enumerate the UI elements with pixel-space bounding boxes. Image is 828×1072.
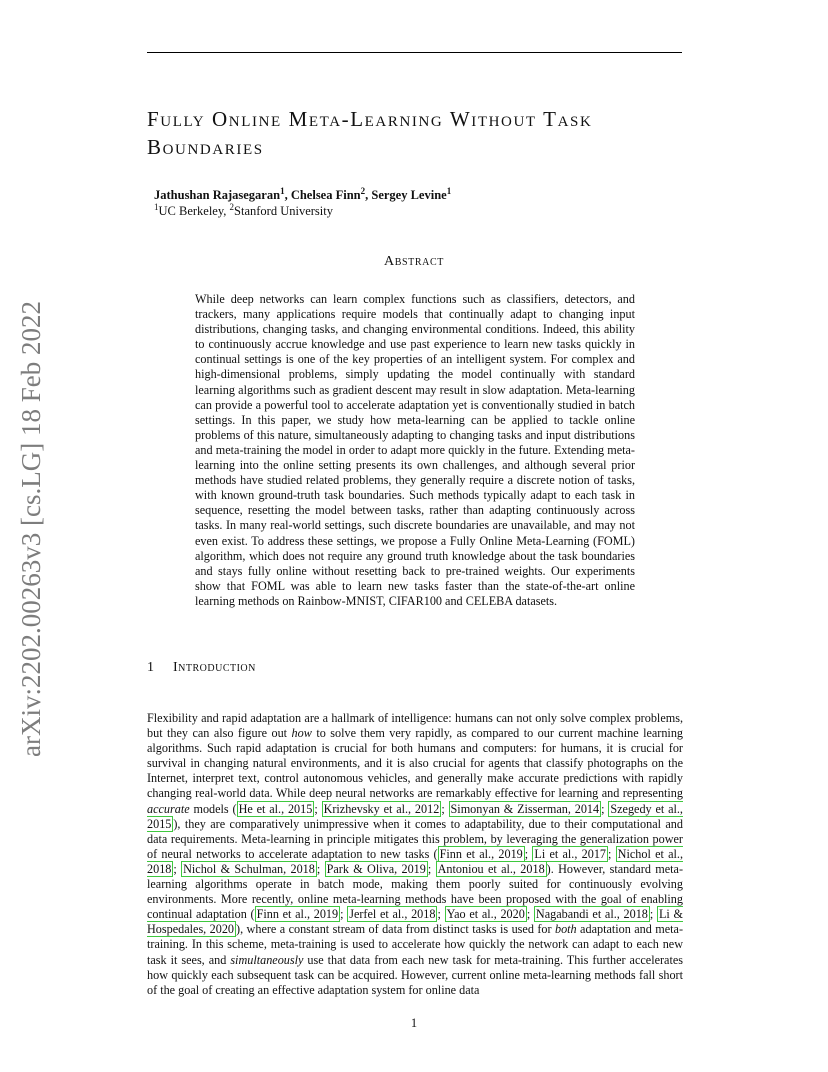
emphasis: simultaneously — [230, 952, 304, 967]
body-text: ), they are comparatively unimpressive when it comes to adaptability, due to their computational and data requirements. Meta-learning in principle mitigates this problem, by leveraging the generalization power of neural networks to accelerate adaptation to new tasks ( — [147, 816, 683, 861]
body-text: ; — [437, 907, 445, 922]
author-name: Sergey Levine$^1$ — [371, 186, 452, 203]
body-text: ; — [649, 907, 657, 922]
section-number: 1 — [147, 660, 155, 675]
citation-link[interactable]: Finn et al., 2019 — [439, 846, 523, 861]
author-affiliation-mark: 2 — [360, 186, 366, 196]
author-affiliation-mark: 1 — [446, 186, 452, 196]
author-name: Chelsea Finn$^2$ — [290, 186, 366, 203]
paper-title: Fully Online Meta-Learning Without Task Boundaries — [147, 107, 593, 159]
author-separator: , — [284, 188, 291, 203]
emphasis: accurate — [147, 801, 190, 816]
citation-link[interactable]: He et al., 2015 — [238, 801, 313, 816]
citation-link[interactable]: Simonyan & Zisserman, 2014 — [450, 801, 600, 816]
citation-link[interactable]: Szegedy et al., 2015 — [147, 801, 683, 831]
citation-link[interactable]: Jerfel et al., 2018 — [349, 907, 436, 922]
body-text: use that data from each new task for meta-training. This further accelerates how quickly each subsequent task can be acquired. However, current online meta-learning methods fall short of the goal of creating an effective adaptation system for online data — [147, 952, 683, 997]
body-text: ; — [526, 907, 534, 922]
body-text: ; — [441, 801, 449, 816]
citation-link[interactable]: Li et al., 2017 — [534, 846, 607, 861]
arxiv-identifier[interactable]: arXiv:2202.00263v3 [cs.LG] 18 Feb 2022 — [16, 301, 46, 757]
body-text: Flexibility and rapid adaptation are a hallmark of intelligence: humans can not only solve complex problems, but they can also figure out — [147, 711, 683, 741]
body-text: ; — [316, 861, 325, 876]
citation-link[interactable]: Nichol et al., 2018 — [147, 846, 684, 876]
author-name: Jathushan Rajasegaran$^1$ — [154, 186, 285, 203]
section-heading-introduction — [147, 660, 256, 676]
emphasis: both — [554, 922, 577, 937]
citation-link[interactable]: Yao et al., 2020 — [446, 907, 525, 922]
affiliation-mark: 2 — [229, 202, 235, 212]
abstract-text: While deep networks can learn complex functions such as classifiers, detectors, and trackers, many applications require models that continually adapt to changing input distributions, changing tasks, and changing environmental conditions. Indeed, this ability to continuously accrue knowledge and use past experience to learn new tasks quickly in continual settings is one of the key properties of an intelligent system. For complex and high-dimensional problems, simply updating the model continually with standard learning algorithms such as gradient descent may result in slow adaptation. Meta-learning can provide a powerful tool to accelerate adaptation yet is conventionally studied in batch settings. In this paper, we study how meta-learning can be applied to tackle online problems of this nature, simultaneously adapting to changing tasks and input distributions and meta-training the model in order to adapt more quickly in the future. Extending meta-learning into the online setting presents its own challenges, and although several prior methods have studied related problems, they generally require a discrete notion of tasks, with known ground-truth task boundaries. Such methods typically adapt to each task in sequence, resetting the model between tasks, rather than adapting continuously across tasks. In many real-world settings, such discrete boundaries are unavailable, and may not even exist. To address these settings, we propose a Fully Online Meta-Learning (FOML) algorithm, which does not require any ground truth knowledge about the task boundaries and stays fully online without resetting back to pre-trained weights. Our experiments show that FOML was able to learn new tasks faster than the state-of-the-art online learning methods on Rainbow-MNIST, CIFAR100 and CELEBA datasets. — [195, 292, 635, 608]
affiliation-separator: , — [223, 204, 230, 219]
body-text: adaptation and meta-training. In this scheme, meta-training is used to accelerate how quickly the network can adapt to each new task it sees, and — [147, 922, 684, 967]
page-number: 1 — [410, 1016, 418, 1030]
body-text: ), where a constant stream of data from distinct tasks is used for — [236, 922, 555, 937]
top-rule — [147, 52, 682, 53]
body-text: ; — [524, 846, 533, 861]
body-text: ; — [427, 861, 436, 876]
citation-link[interactable]: Li & Hospedales, 2020 — [147, 907, 683, 937]
author-separator: , — [365, 188, 372, 203]
affiliation-name: Stanford University — [234, 204, 333, 219]
affiliation-name: UC Berkeley — [158, 204, 224, 219]
affiliations — [154, 200, 333, 219]
abstract-heading: Abstract — [384, 254, 444, 269]
citation-link[interactable]: Nagabandi et al., 2018 — [535, 907, 648, 922]
affiliation-mark: 1 — [154, 202, 159, 212]
section-title: Introduction — [173, 660, 256, 675]
citation-link[interactable]: Finn et al., 2019 — [256, 907, 339, 922]
body-text: ; — [314, 801, 322, 816]
introduction-paragraph — [147, 711, 683, 998]
citation-link[interactable]: Park & Oliva, 2019 — [326, 861, 426, 876]
body-text: ; — [608, 846, 616, 861]
body-text: to solve them very rapidly, as compared to our current machine learning algorithms. Such rapid adaptation is crucial for both humans and computers: for humans, it is crucial for survival in changing natural environments, and it is also crucial for agents that classify photographs on the Internet, interpret text, control autonomous vehicles, and generally make accurate predictions with rapidly changing real-world data. While deep neural networks are remarkably effective for learning and representing — [147, 726, 684, 801]
body-text: ; — [340, 907, 348, 922]
citation-link[interactable]: Krizhevsky et al., 2012 — [323, 801, 440, 816]
author-affiliation-mark: 1 — [280, 186, 285, 196]
citation-link[interactable]: Nichol & Schulman, 2018 — [183, 861, 315, 876]
body-text: ; — [601, 801, 609, 816]
body-text: ). However, standard meta-learning algorithms operate in batch mode, making them poorly suited for continuously evolving environments. More recently, online meta-learning methods have been proposed with the goal of enabling continual adaptation ( — [147, 861, 683, 922]
body-text: models ( — [189, 801, 237, 816]
body-text: ; — [173, 861, 182, 876]
citation-link[interactable]: Antoniou et al., 2018 — [437, 861, 545, 876]
emphasis: how — [291, 726, 312, 741]
